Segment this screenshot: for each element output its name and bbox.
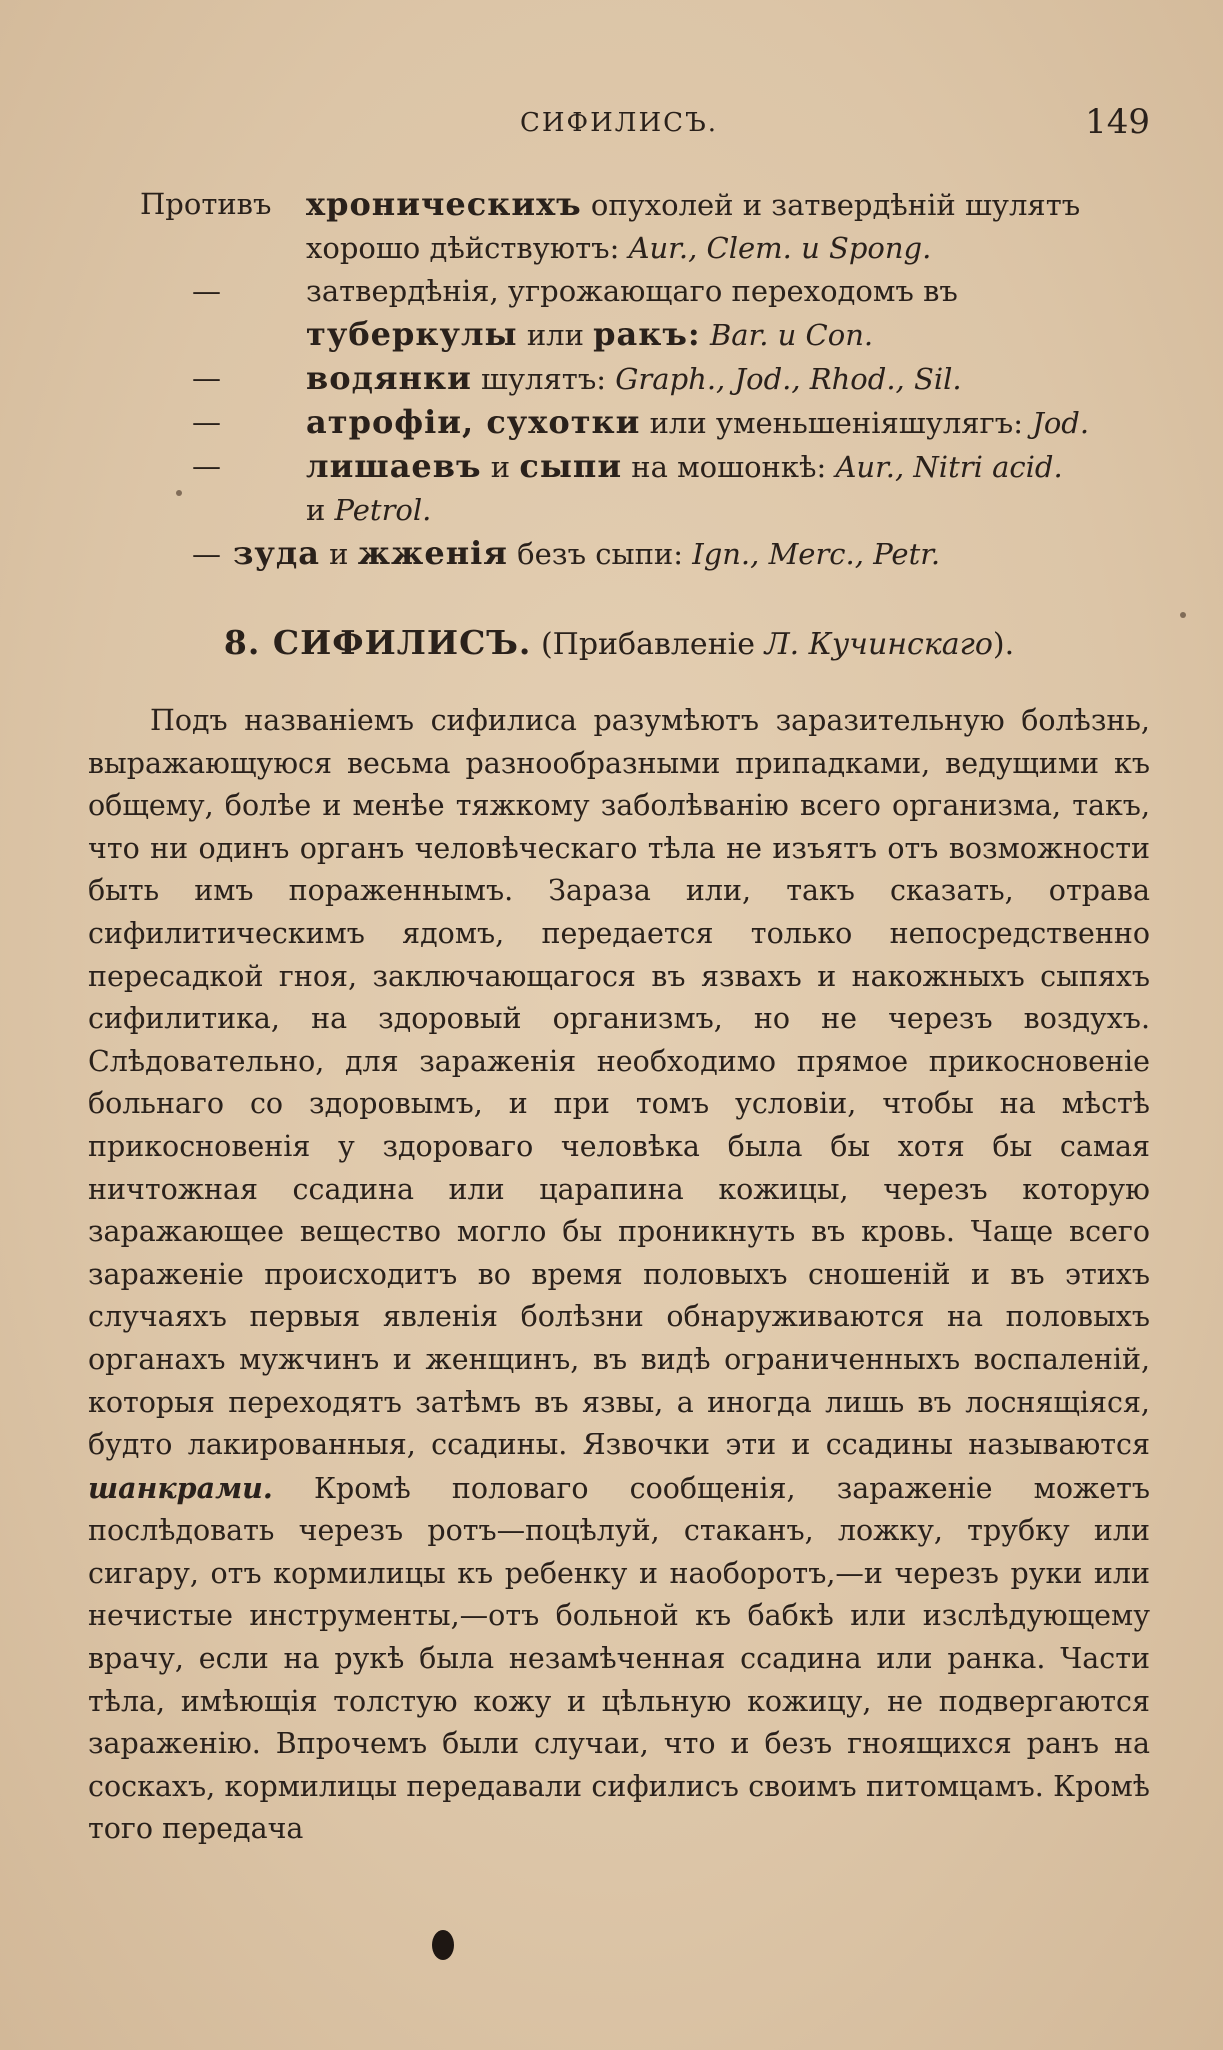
page-number: 149 — [1085, 102, 1150, 142]
body-paragraph — [88, 700, 1150, 1851]
entry-remedies: Jod. — [1032, 406, 1090, 440]
entry-text: и — [306, 493, 335, 527]
remedy-entry-dropsy — [88, 357, 1150, 401]
entry-remedies: Aur., Clem. и Spong. — [628, 231, 932, 265]
remedy-entry-chronic — [88, 183, 1150, 270]
entry-dash: — — [192, 405, 221, 439]
entry-keyword: туберкулы — [306, 315, 518, 353]
entry-text: шулятъ: — [471, 362, 616, 396]
remedy-entry-lichen — [88, 445, 1150, 532]
entry-remedies: Graph., Jod., Rhod., Sil. — [615, 362, 962, 396]
remedy-entry-itching — [88, 532, 1150, 576]
section-heading — [88, 623, 1150, 662]
remedy-entry-induration — [88, 270, 1150, 357]
entry-text: опухолей и затвердѣній шулятъ хорошо дѣйствуютъ: — [306, 188, 1081, 265]
entry-dash: — — [192, 537, 221, 571]
entry-dash: — — [192, 449, 221, 483]
entry-remedies: Bar. и Con. — [700, 318, 874, 352]
entry-text: или — [517, 318, 594, 352]
entry-keyword: атрофіи, сухотки — [306, 403, 641, 441]
entry-dash: — — [192, 361, 221, 395]
emphasis-term: шанкрами. — [88, 1470, 273, 1505]
ink-blot — [432, 1930, 454, 1960]
remedy-list — [88, 183, 1150, 576]
entry-text: или уменьшеніяшулягъ: — [640, 406, 1033, 440]
section-author: Л. Кучинскаго — [764, 627, 993, 662]
entry-keyword: зуда — [233, 534, 320, 572]
remedy-entry-atrophy — [88, 401, 1150, 445]
paper-speck — [1180, 612, 1186, 618]
entry-remedies: Aur., Nitri acid. — [835, 450, 1063, 484]
entry-dash: — — [192, 274, 221, 308]
section-title: 8. СИФИЛИСЪ. — [223, 623, 532, 662]
entry-remedies: Ign., Merc., Petr. — [692, 537, 941, 571]
entry-lead: Противъ — [140, 187, 272, 221]
entry-text: и — [319, 537, 358, 571]
entry-keyword: водянки — [306, 359, 472, 397]
entry-keyword: лишаевъ — [306, 447, 482, 485]
entry-text: на мошонкѣ: — [622, 450, 836, 484]
entry-text: и — [481, 450, 520, 484]
entry-remedies: Petrol. — [334, 493, 432, 527]
entry-text: затвердѣнія, угрожающаго переходомъ въ — [306, 274, 958, 308]
section-note-close: ). — [992, 627, 1015, 662]
section-note: (Прибавленіе — [531, 627, 765, 662]
entry-keyword: ракъ: — [593, 315, 701, 353]
running-head — [88, 102, 1150, 142]
entry-keyword: хроническихъ — [306, 185, 582, 223]
paper-speck — [176, 490, 182, 496]
running-title: СИФИЛИСЪ. — [519, 108, 718, 138]
paragraph-text: Кромѣ половаго сообщенія, зараженіе можетъ послѣдовать черезъ ротъ—поцѣлуй, стаканъ, ложку, трубку или сигару, отъ кормилицы къ ребенку и наоборотъ,—и черезъ руки или нечистые инструменты,—отъ больной къ бабкѣ или изслѣдующему врачу, если на рукѣ была незамѣченная ссадина или ранка. Части тѣла, имѣющія толстую кожу и цѣльную кожицу, не подвергаются зараженію. Впрочемъ были случаи, что и безъ гноящихся ранъ на соскахъ, кормилицы передавали сифилисъ своимъ питомцамъ. Кромѣ того передача — [88, 1471, 1150, 1846]
entry-keyword: жженія — [357, 534, 508, 572]
entry-keyword: сыпи — [519, 447, 623, 485]
paragraph — [88, 700, 1150, 1851]
paragraph-text: Подъ названіемъ сифилиса разумѣютъ заразительную болѣзнь, выражающуюся весьма разнообразными припадками, ведущими къ общему, болѣе и менѣе тяжкому заболѣванію всего организма, такъ, что ни одинъ органъ человѣческаго тѣла не изъятъ отъ возможности быть имъ пораженнымъ. Зараза или, такъ сказать, отрава сифилитическимъ ядомъ, передается только непосредственно пересадкой гноя, заключающагося въ язвахъ и накожныхъ сыпяхъ сифилитика, на здоровый организмъ, но не черезъ воздухъ. Слѣдовательно, для зараженія необходимо прямое прикосновеніе больнаго со здоровымъ, и при томъ условіи, чтобы на мѣстѣ прикосновенія у здороваго человѣка была бы хотя бы самая ничтожная ссадина или царапина кожицы, черезъ которую заражающее вещество могло бы проникнуть въ кровь. Чаще всего зараженіе происходитъ во время половыхъ сношеній и въ этихъ случаяхъ первыя явленія болѣзни обнаруживаются на половыхъ органахъ мужчинъ и женщинъ, въ видѣ ограниченныхъ воспаленій, которыя переходятъ затѣмъ въ язвы, а иногда лишь въ лоснящіяся, будто лакированныя, ссадины. Язвочки эти и ссадины называются — [88, 704, 1150, 1462]
entry-text: безъ сыпи: — [507, 537, 693, 571]
